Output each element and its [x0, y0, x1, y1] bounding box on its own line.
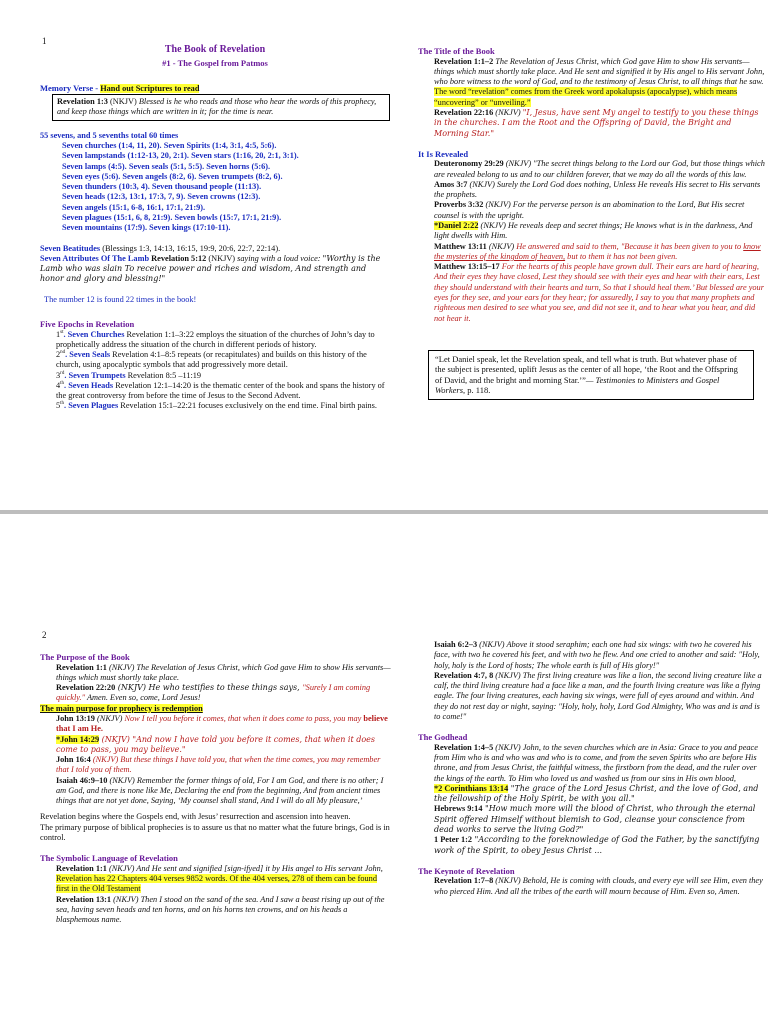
sevens-line: Seven lampstands (1:12-13, 20, 2:1). Seven stars (1:16, 20, 2:1, 3:1). [62, 151, 299, 161]
version-label: (NKJV) [486, 241, 517, 251]
verse-ref: Revelation 1:7–8 [434, 876, 494, 886]
verse-text: "How much more will the blood of Christ, who through the eternal Spirit offered Himself without blemish to God, cleanse your conscience from dead works to serve the living God?" [434, 804, 756, 835]
verse-text: (NKJV) Then I stood on the sand of the sea. And I saw a beast rising up out of the sea, having seven heads and ten horns, and on his horns ten crowns, and on his heads a blasphemous name. [56, 894, 385, 925]
verse-ref: Revelation 1:4–5 [434, 742, 494, 752]
epoch-name: . Seven Heads [64, 380, 114, 390]
verse-ref: John 13:19 [56, 713, 95, 723]
epoch-name: . Seven Seals [65, 350, 111, 360]
epoch-ordinal-suffix: th [60, 381, 65, 387]
verse-text: (NKJV) "And now I have told you before it comes, that when it does come to pass, you may believe." [56, 734, 376, 754]
verse-ref: Isaiah 6:2–3 [434, 640, 478, 649]
keynote-heading: The Keynote of Revelation [418, 865, 515, 876]
verse-text: (NKJV) He reveals deep and secret things; He knows what is in the darkness, And light dwells with Him. [434, 221, 753, 241]
epochs-heading: Five Epochs in Revelation [40, 318, 135, 329]
verse-ref: Deuteronomy 29:29 [434, 159, 504, 169]
verse-block [418, 57, 766, 88]
lamb-ref: Revelation 5:12 [149, 253, 207, 263]
verse-block [418, 159, 766, 180]
beatitudes-text: (Blessings 1:3, 14:13, 16:15, 19:9, 20:6, 22:7, 22:14). [100, 243, 281, 253]
purpose-heading: The Purpose of the Book [40, 652, 130, 662]
verse-block [418, 671, 766, 722]
sevens-line: Seven plagues (15:1, 6, 8, 21:9). Seven bowls (15:7, 17:1, 21:9). [62, 213, 282, 223]
sevens-line: Seven heads (12:3, 13:1, 17:3, 7, 9). Seven crowns (12:3). [62, 192, 261, 202]
epoch-ordinal: 4 [56, 380, 61, 390]
verse-ref: Matthew 13:15–17 [434, 262, 500, 272]
sevens-line: Seven thunders (10:3, 4). Seven thousand people (11:13). [62, 182, 262, 192]
verse-text: (NKJV) Remember the former things of old, For I am God, and there is no other; I am God, and there is none like Me, Declaring the end from the beginning, And from ancient times things that are not yet done, Saying, ‘My counsel shall stand, And I will do all My pleasure,’ [56, 775, 384, 806]
verse-block [40, 683, 392, 704]
epoch-text: Revelation 8:5 –11:19 [125, 370, 202, 380]
verse-text: For the hearts of this people have grown dull. Their ears are hard of hearing, And their eyes they have closed, Lest they should see with their eyes and hear with their ears, Lest they should understand with their hearts and turn, So that I should heal them.’ [434, 262, 760, 292]
verse-text: (NKJV) Above it stood seraphim; each one had six wings: with two he covered his face, with two he covered his feet, and with two he flew. And one cried to another and said: "Holy, holy, holy is the Lord of hosts; The whole earth is full of His glory!" [434, 640, 760, 670]
quote-text: “Let Daniel speak, let the Revelation speak, and tell what is truth. But whatever phase of the subject is presented, uplift Jesus as the center of all hope, ‘the Root and the Offspring of David, and the bright and morning Star.’” [435, 353, 738, 385]
version-label: (NKJV) [493, 107, 523, 117]
number-twelve-note: The number 12 is found 22 times in the book! [44, 294, 197, 304]
verse-ref: Revelation 22:20 [56, 683, 116, 693]
verse-text: (NKJV) He who testifies to these things says, [115, 683, 303, 693]
epoch-ordinal: 1 [56, 329, 61, 339]
verse-text: "I, Jesus, have sent My angel to testify to you these things in the churches. I am the Root and the Offspring of David, the Bright and Morning Star." [434, 107, 759, 138]
verse-ref: *Daniel 2:22 [434, 221, 479, 230]
verse-block [418, 200, 766, 221]
purpose-paragraph: Revelation begins where the Gospels end, with Jesus’ resurrection and ascension into heaven. [40, 812, 351, 822]
page-number: 1 [42, 36, 47, 46]
verse-ref: Revelation 22:16 [434, 107, 494, 117]
verse-text: (NKJV) The Revelation of Jesus Christ, which God gave Him to show His servants—things which must shortly take place. [56, 662, 391, 682]
epoch-ordinal: 3 [56, 370, 61, 380]
verse-ref: Revelation 1:1–2 [434, 56, 494, 66]
lamb-quote: "Worthy is the Lamb who was slain To receive power and riches and wisdom, And strength and honor and glory and blessing!" [40, 253, 381, 284]
verse-text: believe that I am He. [56, 713, 388, 734]
verse-text: (NKJV) And He sent and signified [sign-ifyed] it by His angel to His servant John, [106, 863, 383, 873]
verse-block [40, 864, 392, 874]
sevens-line: Seven churches (1:4, 11, 20). Seven Spirits (1:4, 3:1, 4:5, 5:6). [62, 141, 277, 151]
epoch-name: . Seven Plagues [64, 401, 119, 411]
epoch-text: Revelation 12:1–14:20 is the thematic center of the book and spans the history of the great controversy from before the time of Jesus to the Second Advent. [56, 380, 385, 401]
epoch-item [40, 350, 390, 371]
epoch-ordinal-suffix: rd [60, 370, 65, 376]
verse-ref: Matthew 13:11 [434, 241, 487, 251]
purpose-paragraph: The primary purpose of biblical prophecies is to assure us that no matter what the future brings, God is in control. [40, 822, 390, 843]
greek-note-highlight: The word “revelation” comes from the Greek word apokalupsis (apocalypse), which means “uncovering” or “unveiling.” [434, 87, 738, 107]
epoch-text: Revelation 4:1–8:5 repeats (or recapitulates) and builds on this history of the church, using apocalyptic symbols that add progressively more detail. [56, 350, 367, 370]
epoch-name: . Seven Trumpets [64, 370, 126, 380]
verse-text: (NKJV) The first living creature was like a lion, the second living creature like a calf, the third living creature had a face like a man, and the fourth living creature was like a flying eagle. The four living creatures, each having six wings, were full of eyes around and within. And they do not rest day or night, saying: "Holy, holy, holy, Lord God Almighty, Who was and is and is to come!" [434, 670, 762, 721]
epoch-item [40, 371, 390, 381]
verse-ref: Revelation 13:1 [56, 894, 112, 904]
verse-block [40, 895, 392, 926]
verse-ref: John 16:4 [56, 755, 91, 765]
verse-text: "The grace of the Lord Jesus Christ, and the love of God, and the fellowship of the Holy Spirit, be with you all." [434, 783, 759, 804]
epoch-item [40, 330, 390, 351]
verse-text: (NKJV) Behold, He is coming with clouds, and every eye will see Him, even they who pierced Him. And all the tribes of the earth will mourn because of Him. Even so, Amen. [434, 876, 763, 896]
verse-block [40, 776, 392, 807]
revealed-heading: It Is Revealed [418, 148, 469, 159]
epoch-item [40, 401, 390, 411]
verse-text: "According to the foreknowledge of God the Father, by the sanctifying work of the Spirit, to obey Jesus Christ ... [434, 835, 760, 855]
beatitudes-line [40, 244, 390, 254]
verse-ref: Proverbs 3:32 [434, 200, 484, 210]
verse-ref: Revelation 1:1 [56, 863, 107, 873]
testimonies-quote-box [428, 350, 754, 400]
greek-note [418, 87, 766, 108]
verse-ref: 1 Peter 1:2 [434, 835, 473, 845]
epoch-text: Revelation 15:1–22:21 focuses exclusively on the end time. Final birth pains. [118, 401, 377, 411]
verse-ref: Hebrews 9:14 [434, 804, 483, 814]
verse-ref: *John 14:29 [56, 734, 100, 744]
page2-right-column [418, 640, 766, 897]
verse-block [418, 108, 766, 139]
sevens-list [40, 141, 390, 234]
verse-ref: Isaiah 46:9–10 [56, 775, 108, 785]
quote-page: , p. 118. [463, 385, 491, 396]
verse-text: (NKJV) But these things I have told you, that when the time comes, you may remember that I told you of them. [56, 755, 381, 775]
epoch-ordinal: 5 [56, 401, 61, 411]
verse-ref: Amos 3:7 [434, 179, 468, 189]
verse-text: The Revelation of Jesus Christ, which God gave Him to show His servants—things which must shortly take place. And He sent and signified it by His angel to His servant John, who bore witness to the word of God, and to the testimony of Jesus Christ, to all things that he saw. [434, 56, 765, 87]
page1-right-column [418, 46, 766, 400]
verse-text: Amen. Even so, come, Lord Jesus! [85, 693, 201, 703]
epoch-ordinal-suffix: nd [60, 350, 66, 356]
verse-underline: know the mysteries of the kingdom of heaven, [434, 241, 761, 261]
verse-text: He answered and said to them, "Because it has been given to you to [516, 241, 744, 251]
memory-verse-box [52, 94, 390, 121]
purpose-highlight-text: The main purpose for prophecy is redemption [40, 703, 203, 713]
lamb-attributes [40, 254, 390, 285]
verse-text: but to them it has not been given. [565, 251, 678, 261]
symbolic-highlight-text: Revelation has 22 Chapters 404 verses 9852 words. Of the 404 verses, 278 of them can be found first in the Old Testament [56, 874, 377, 894]
verse-block [418, 640, 766, 671]
version-label: (NKJV) [206, 253, 238, 263]
epoch-item [40, 381, 390, 402]
purpose-highlight [40, 704, 392, 714]
page-1 [0, 0, 768, 510]
verse-block [418, 743, 766, 784]
sevens-line: Seven lamps (4:5). Seven seals (5:1, 5:5). Seven horns (5:6). [62, 161, 271, 171]
epoch-ordinal-suffix: th [60, 401, 65, 407]
memory-verse-highlight: Hand out Scriptures to read [100, 83, 200, 93]
verse-block [418, 221, 766, 242]
symbolic-highlight [40, 874, 392, 895]
verse-text: Now I tell you before it comes, that when it does come to pass, you may [124, 713, 364, 723]
symbolic-heading: The Symbolic Language of Revelation [40, 853, 178, 864]
verse-block [418, 262, 766, 324]
verse-ref: *2 Corinthians 13:14 [434, 783, 509, 793]
verse-block [40, 755, 392, 776]
quote-source: — Testimonies to Ministers and Gospel Workers [435, 374, 720, 396]
beatitudes-label: Seven Beatitudes [40, 243, 101, 253]
verse-block [418, 180, 766, 201]
lamb-label: Seven Attributes Of The Lamb [40, 253, 150, 263]
page2-left-column [40, 652, 392, 926]
verse-text: (NKJV) "The secret things belong to the Lord our God, but those things which are revealed belong to us and to our children forever, that we may do all the words of this law. [434, 159, 765, 179]
title-section-heading: The Title of the Book [418, 46, 495, 56]
verse-block [40, 714, 392, 735]
verse-text: But blessed are your eyes for they see, and your ears for they hear; for assuredly, I say to you that many prophets and righteous men desired to see what you see, and did not see it, and to hear what you hear, and did not hear it. [434, 282, 764, 323]
verse-text: (NKJV) John, to the seven churches which are in Asia: Grace to you and peace from Him who is and who was and who is to come, and from the seven Spirits who are before His throne, and from Jesus Christ, the faithful witness, the firstborn from the dead, and the ruler over the kings of the earth. To Him who loved us and washed us from our sins in His own blood, [434, 742, 758, 783]
sevens-line: Seven mountains (17:9). Seven kings (17:10-11). [62, 223, 231, 233]
verse-ref: Revelation 4:7, 8 [434, 670, 494, 680]
verse-text: "Surely I am coming quickly." [56, 683, 371, 703]
verse-text: (NKJV) For the perverse person is an abomination to the Lord, But His secret counsel is with the upright. [434, 200, 745, 220]
page-2 [0, 514, 768, 1024]
verse-block [418, 876, 766, 897]
memory-verse-line [40, 83, 390, 94]
epoch-name: . Seven Churches [63, 329, 125, 339]
epoch-ordinal: 2 [56, 350, 61, 360]
memory-verse-text: Blessed is he who reads and those who hear the words of this prophecy, and keep those things which are written in it; for the time is near. [57, 97, 377, 117]
epoch-text: Revelation 1:1–3:22 employs the situation of the churches of John’s day to prophetically address the situation of the church in different periods of history. [56, 329, 375, 349]
page-number: 2 [42, 630, 47, 640]
verse-text: (NKJV) Surely the Lord God does nothing, Unless He reveals His secret to His servants the prophets. [434, 179, 761, 200]
memory-verse-label: Memory Verse - [40, 82, 101, 93]
verse-block [40, 735, 392, 756]
sevens-heading: 55 sevens, and 5 sevenths total 60 times [40, 130, 179, 140]
memory-verse-ref: Revelation 1:3 [57, 97, 108, 107]
sevens-line: Seven eyes (5:6). Seven angels (8:2, 6). Seven trumpets (8:2, 6). [62, 171, 283, 181]
version-label: (NKJV) [107, 97, 139, 107]
verse-ref: Revelation 1:1 [56, 662, 107, 672]
verse-block [418, 804, 766, 835]
verse-block [418, 242, 766, 263]
lamb-intro: saying with a loud voice: [237, 253, 323, 263]
version-label: (NKJV) [94, 713, 125, 723]
verse-block [40, 663, 392, 684]
verse-block [418, 835, 766, 856]
document-title: The Book of Revelation [164, 44, 266, 55]
verse-block [418, 784, 766, 805]
page1-left-column [40, 44, 390, 412]
godhead-heading: The Godhead [418, 732, 468, 743]
document-subtitle: #1 - The Gospel from Patmos [162, 58, 268, 69]
sevens-line: Seven angels (15:1, 6-8, 16:1, 17:1, 21:9). [62, 202, 206, 212]
epoch-ordinal-suffix: st [60, 329, 64, 335]
